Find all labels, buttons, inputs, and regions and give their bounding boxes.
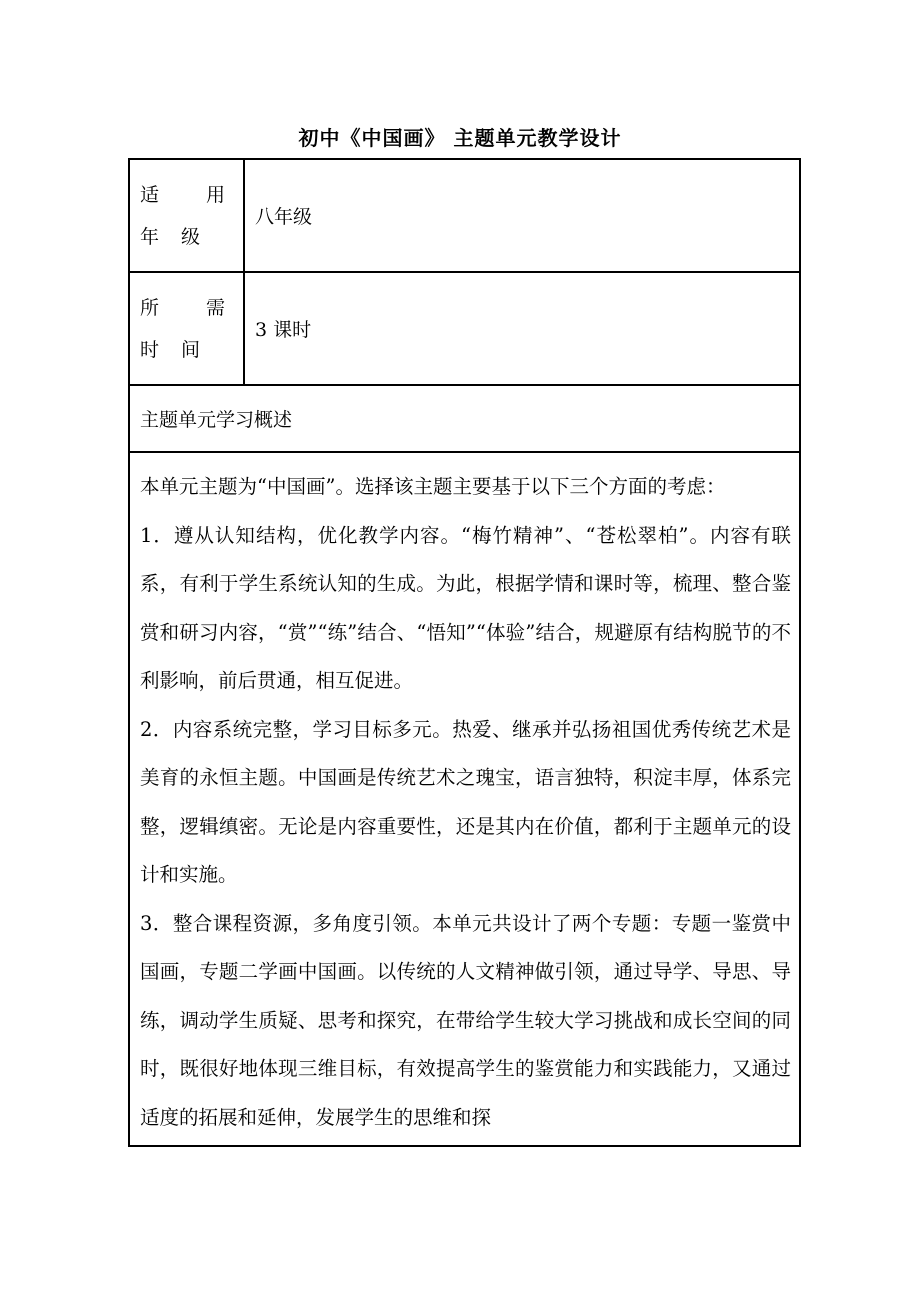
hours-label: 所 需 时 间 bbox=[140, 296, 233, 361]
overview-paragraph: 2．内容系统完整，学习目标多元。热爱、继承并弘扬祖国优秀传统艺术是美育的永恒主题。中国画是传统艺术之瑰宝，语言独特，积淀丰厚，体系完整，逻辑缜密。无论是内容重要性，还是其内在价值，都利于主题单元的设计和实施。 bbox=[140, 717, 791, 886]
overview-body-row bbox=[129, 452, 800, 1146]
overview-body bbox=[140, 463, 791, 1135]
grade-label: 适 用 年 级 bbox=[140, 183, 233, 248]
document-title: 初中《中国画》 主题单元教学设计 bbox=[298, 126, 622, 150]
hours-value: 3 课时 bbox=[244, 272, 800, 385]
overview-paragraph: 1．遵从认知结构，优化教学内容。“梅竹精神”、“苍松翠柏”。内容有联系，有利于学生系统认知的生成。为此，根据学情和课时等，梳理、整合鉴赏和研习内容，“赏”“练”结合、“悟知”“体验”结合，规避原有结构脱节的不利影响，前后贯通，相互促进。 bbox=[140, 523, 791, 692]
overview-body-cell bbox=[129, 452, 800, 1146]
design-table bbox=[128, 158, 801, 1147]
grade-label-cell bbox=[129, 159, 244, 272]
grade-row bbox=[129, 159, 800, 272]
overview-heading-row bbox=[129, 385, 800, 452]
grade-value: 八年级 bbox=[244, 159, 800, 272]
overview-heading: 主题单元学习概述 bbox=[129, 385, 800, 452]
overview-paragraph: 3．整合课程资源，多角度引领。本单元共设计了两个专题：专题一鉴赏中国画，专题二学画中国画。以传统的人文精神做引领，通过导学、导思、导练，调动学生质疑、思考和探究，在带给学生较大学习挑战和成长空间的同时，既很好地体现三维目标，有效提高学生的鉴赏能力和实践能力，又通过适度的拓展和延伸，发展学生的思维和探 bbox=[140, 911, 791, 1129]
hours-label-cell bbox=[129, 272, 244, 385]
hours-row bbox=[129, 272, 800, 385]
overview-paragraph: 本单元主题为“中国画”。选择该主题主要基于以下三个方面的考虑： bbox=[140, 475, 726, 498]
